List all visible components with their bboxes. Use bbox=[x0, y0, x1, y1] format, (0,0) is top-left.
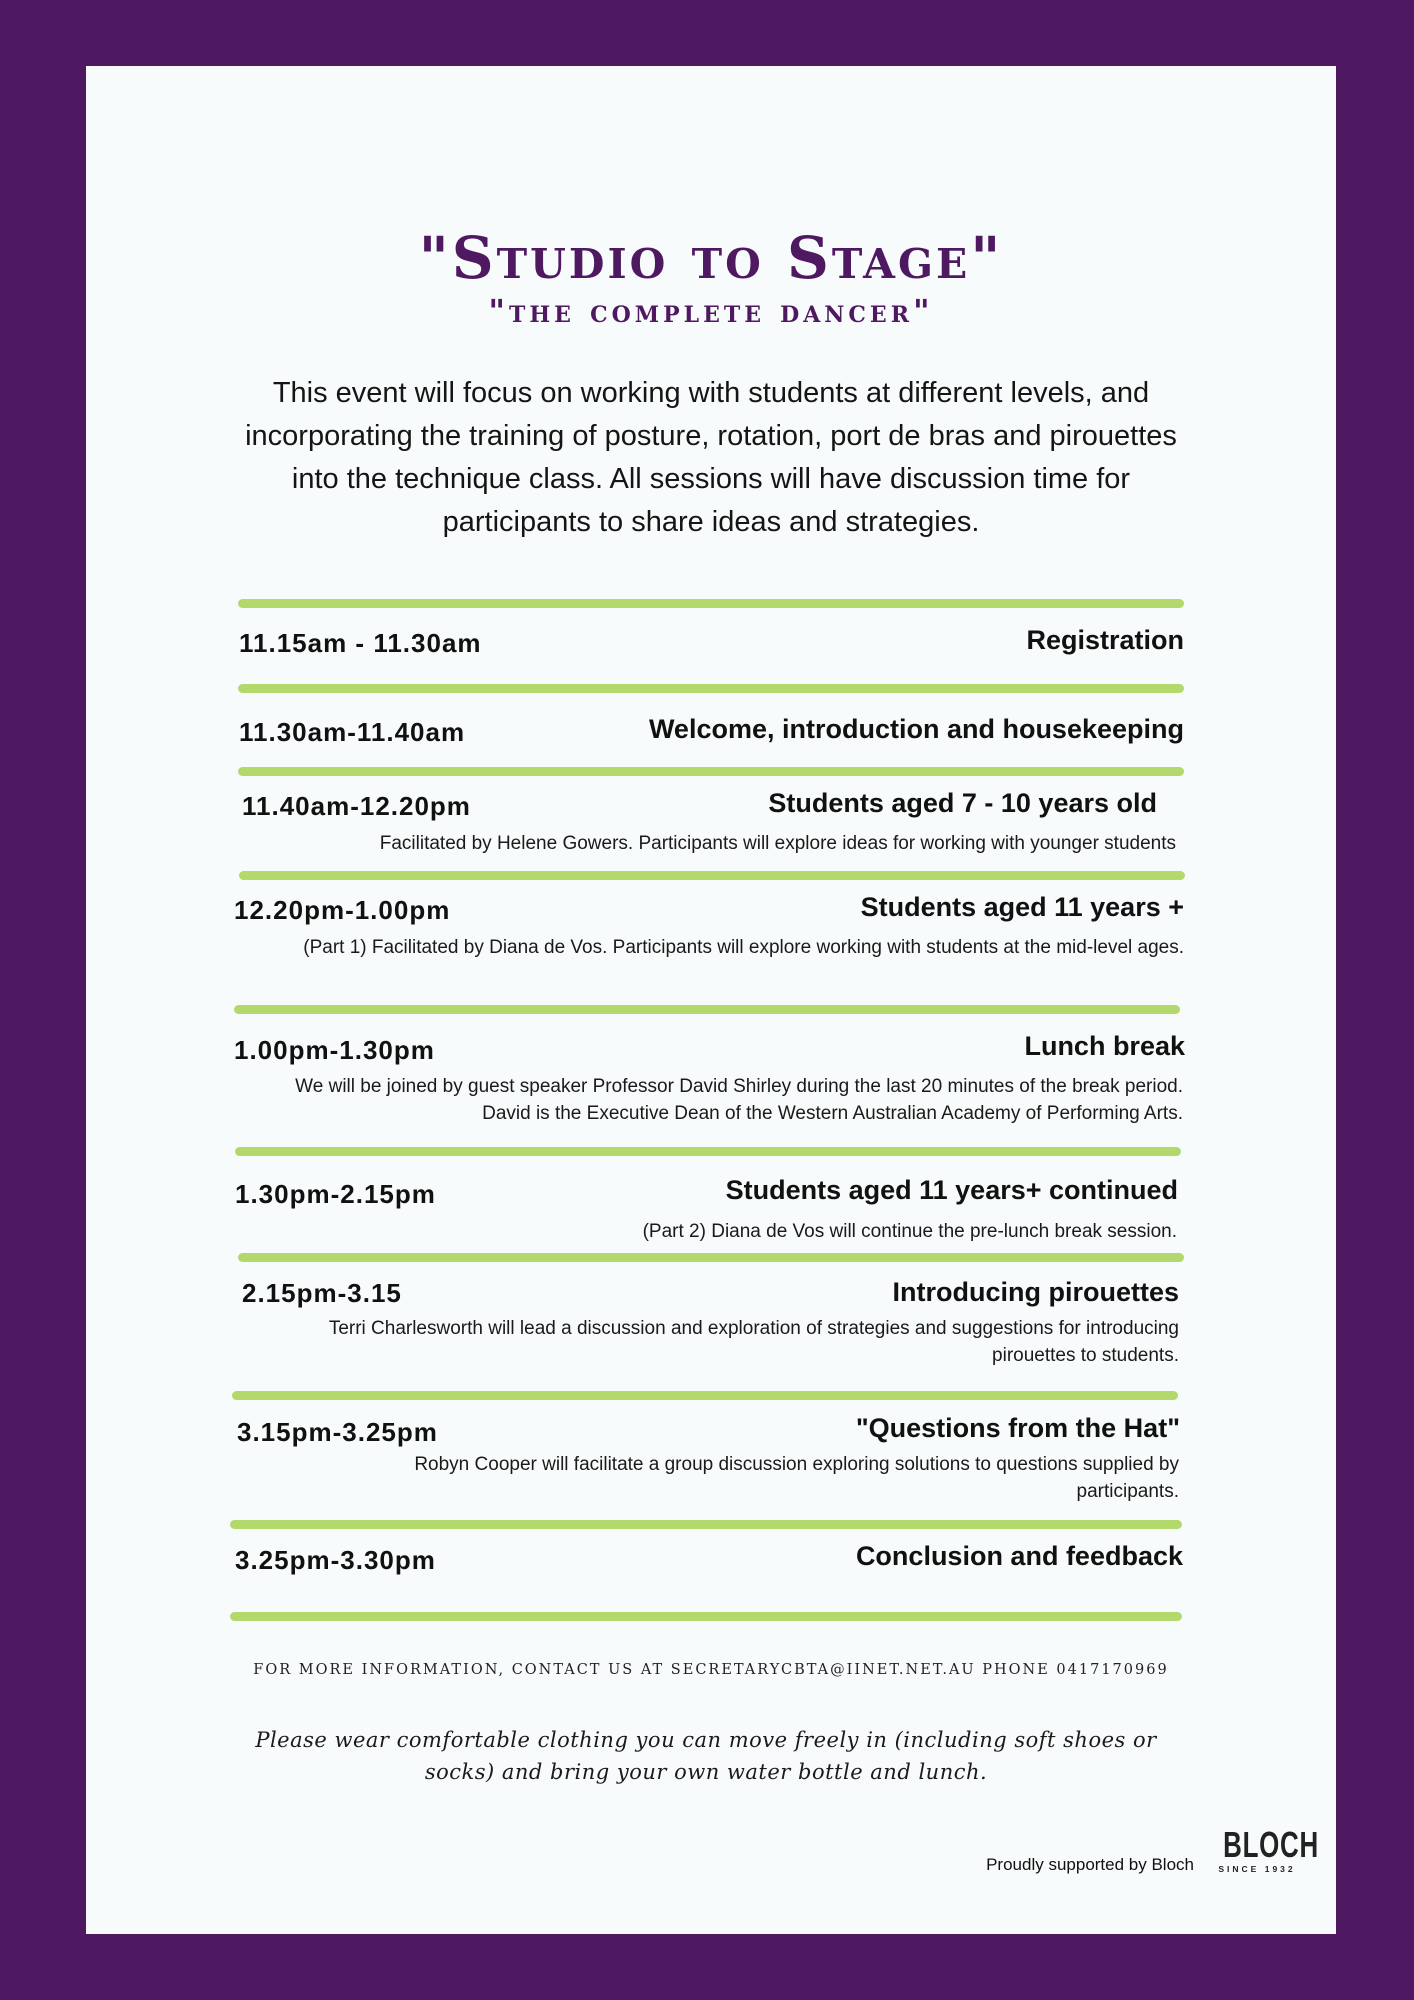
schedule-session: "Questions from the Hat" bbox=[855, 1413, 1180, 1443]
schedule-session: Registration bbox=[1026, 625, 1184, 655]
schedule-time: 2.15pm-3.15 bbox=[242, 1278, 402, 1308]
schedule-session: Students aged 7 - 10 years old bbox=[768, 788, 1157, 818]
bloch-logo bbox=[1210, 1824, 1319, 1874]
schedule-session: Lunch break bbox=[1024, 1031, 1185, 1061]
schedule-session: Conclusion and feedback bbox=[855, 1541, 1183, 1571]
attire-note: Please wear comfortable clothing you can move freely in (including soft shoes or socks) and bring your own water bottle and lunch. bbox=[255, 1728, 1157, 1784]
event-subtitle: "the complete dancer" bbox=[488, 292, 934, 330]
schedule-time: 3.15pm-3.25pm bbox=[237, 1417, 438, 1447]
schedule-description: Terri Charlesworth will lead a discussion and exploration of strategies and suggestions for introducing pirouettes to students. bbox=[328, 1318, 1179, 1366]
schedule-session: Introducing pirouettes bbox=[892, 1277, 1179, 1307]
schedule-time: 11.40am-12.20pm bbox=[242, 791, 471, 821]
separator-rule bbox=[239, 871, 1185, 880]
schedule-time: 11.15am - 11.30am bbox=[239, 628, 482, 658]
schedule-session: Students aged 11 years+ continued bbox=[725, 1175, 1178, 1205]
separator-rule bbox=[235, 1147, 1181, 1156]
schedule-description: Robyn Cooper will facilitate a group discussion exploring solutions to questions supplied by participants. bbox=[414, 1454, 1179, 1502]
schedule-time: 3.25pm-3.30pm bbox=[235, 1545, 436, 1575]
separator-rule bbox=[232, 1391, 1178, 1400]
schedule-time: 12.20pm-1.00pm bbox=[234, 895, 451, 925]
schedule-description: Facilitated by Helene Gowers. Participants will explore ideas for working with younger students bbox=[379, 833, 1176, 854]
schedule-session: Welcome, introduction and housekeeping bbox=[648, 714, 1184, 744]
sponsor-text: Proudly supported by Bloch bbox=[986, 1855, 1194, 1874]
schedule-time: 11.30am-11.40am bbox=[239, 717, 466, 747]
schedule-description: We will be joined by guest speaker Professor David Shirley during the last 20 minutes of the break period. David is the Executive Dean of the Western Australian Academy of Performing Arts. bbox=[295, 1076, 1183, 1124]
event-title: "Studio to Stage" bbox=[418, 224, 1004, 292]
separator-rule bbox=[230, 1520, 1182, 1529]
separator-rule bbox=[230, 1612, 1182, 1621]
schedule-session: Students aged 11 years + bbox=[860, 892, 1184, 922]
schedule-time: 1.00pm-1.30pm bbox=[234, 1035, 435, 1065]
separator-rule bbox=[234, 1005, 1180, 1014]
bloch-logo-since: SINCE 1932 bbox=[1218, 1864, 1296, 1874]
schedule-description: (Part 1) Facilitated by Diana de Vos. Participants will explore working with students at the mid-level ages. bbox=[303, 937, 1184, 958]
separator-rule bbox=[238, 684, 1184, 693]
contact-info: FOR MORE INFORMATION, CONTACT US AT SECRETARYCBTA@IINET.NET.AU PHONE 0417170969 bbox=[253, 1662, 1169, 1678]
separator-rule bbox=[238, 767, 1184, 776]
bloch-logo-word: BLOCH bbox=[1223, 1824, 1319, 1865]
separator-rule bbox=[238, 1253, 1184, 1262]
schedule-description: (Part 2) Diana de Vos will continue the pre-lunch break session. bbox=[642, 1221, 1177, 1242]
separator-rule bbox=[238, 599, 1184, 608]
flyer-page bbox=[86, 66, 1336, 1934]
schedule-time: 1.30pm-2.15pm bbox=[235, 1179, 436, 1209]
event-intro: This event will focus on working with students at different levels, and incorporating the training of posture, rotation, port de bras and pirouettes into the technique class. All sessions will have discussion time for participants to share ideas and strategies. bbox=[245, 377, 1177, 538]
